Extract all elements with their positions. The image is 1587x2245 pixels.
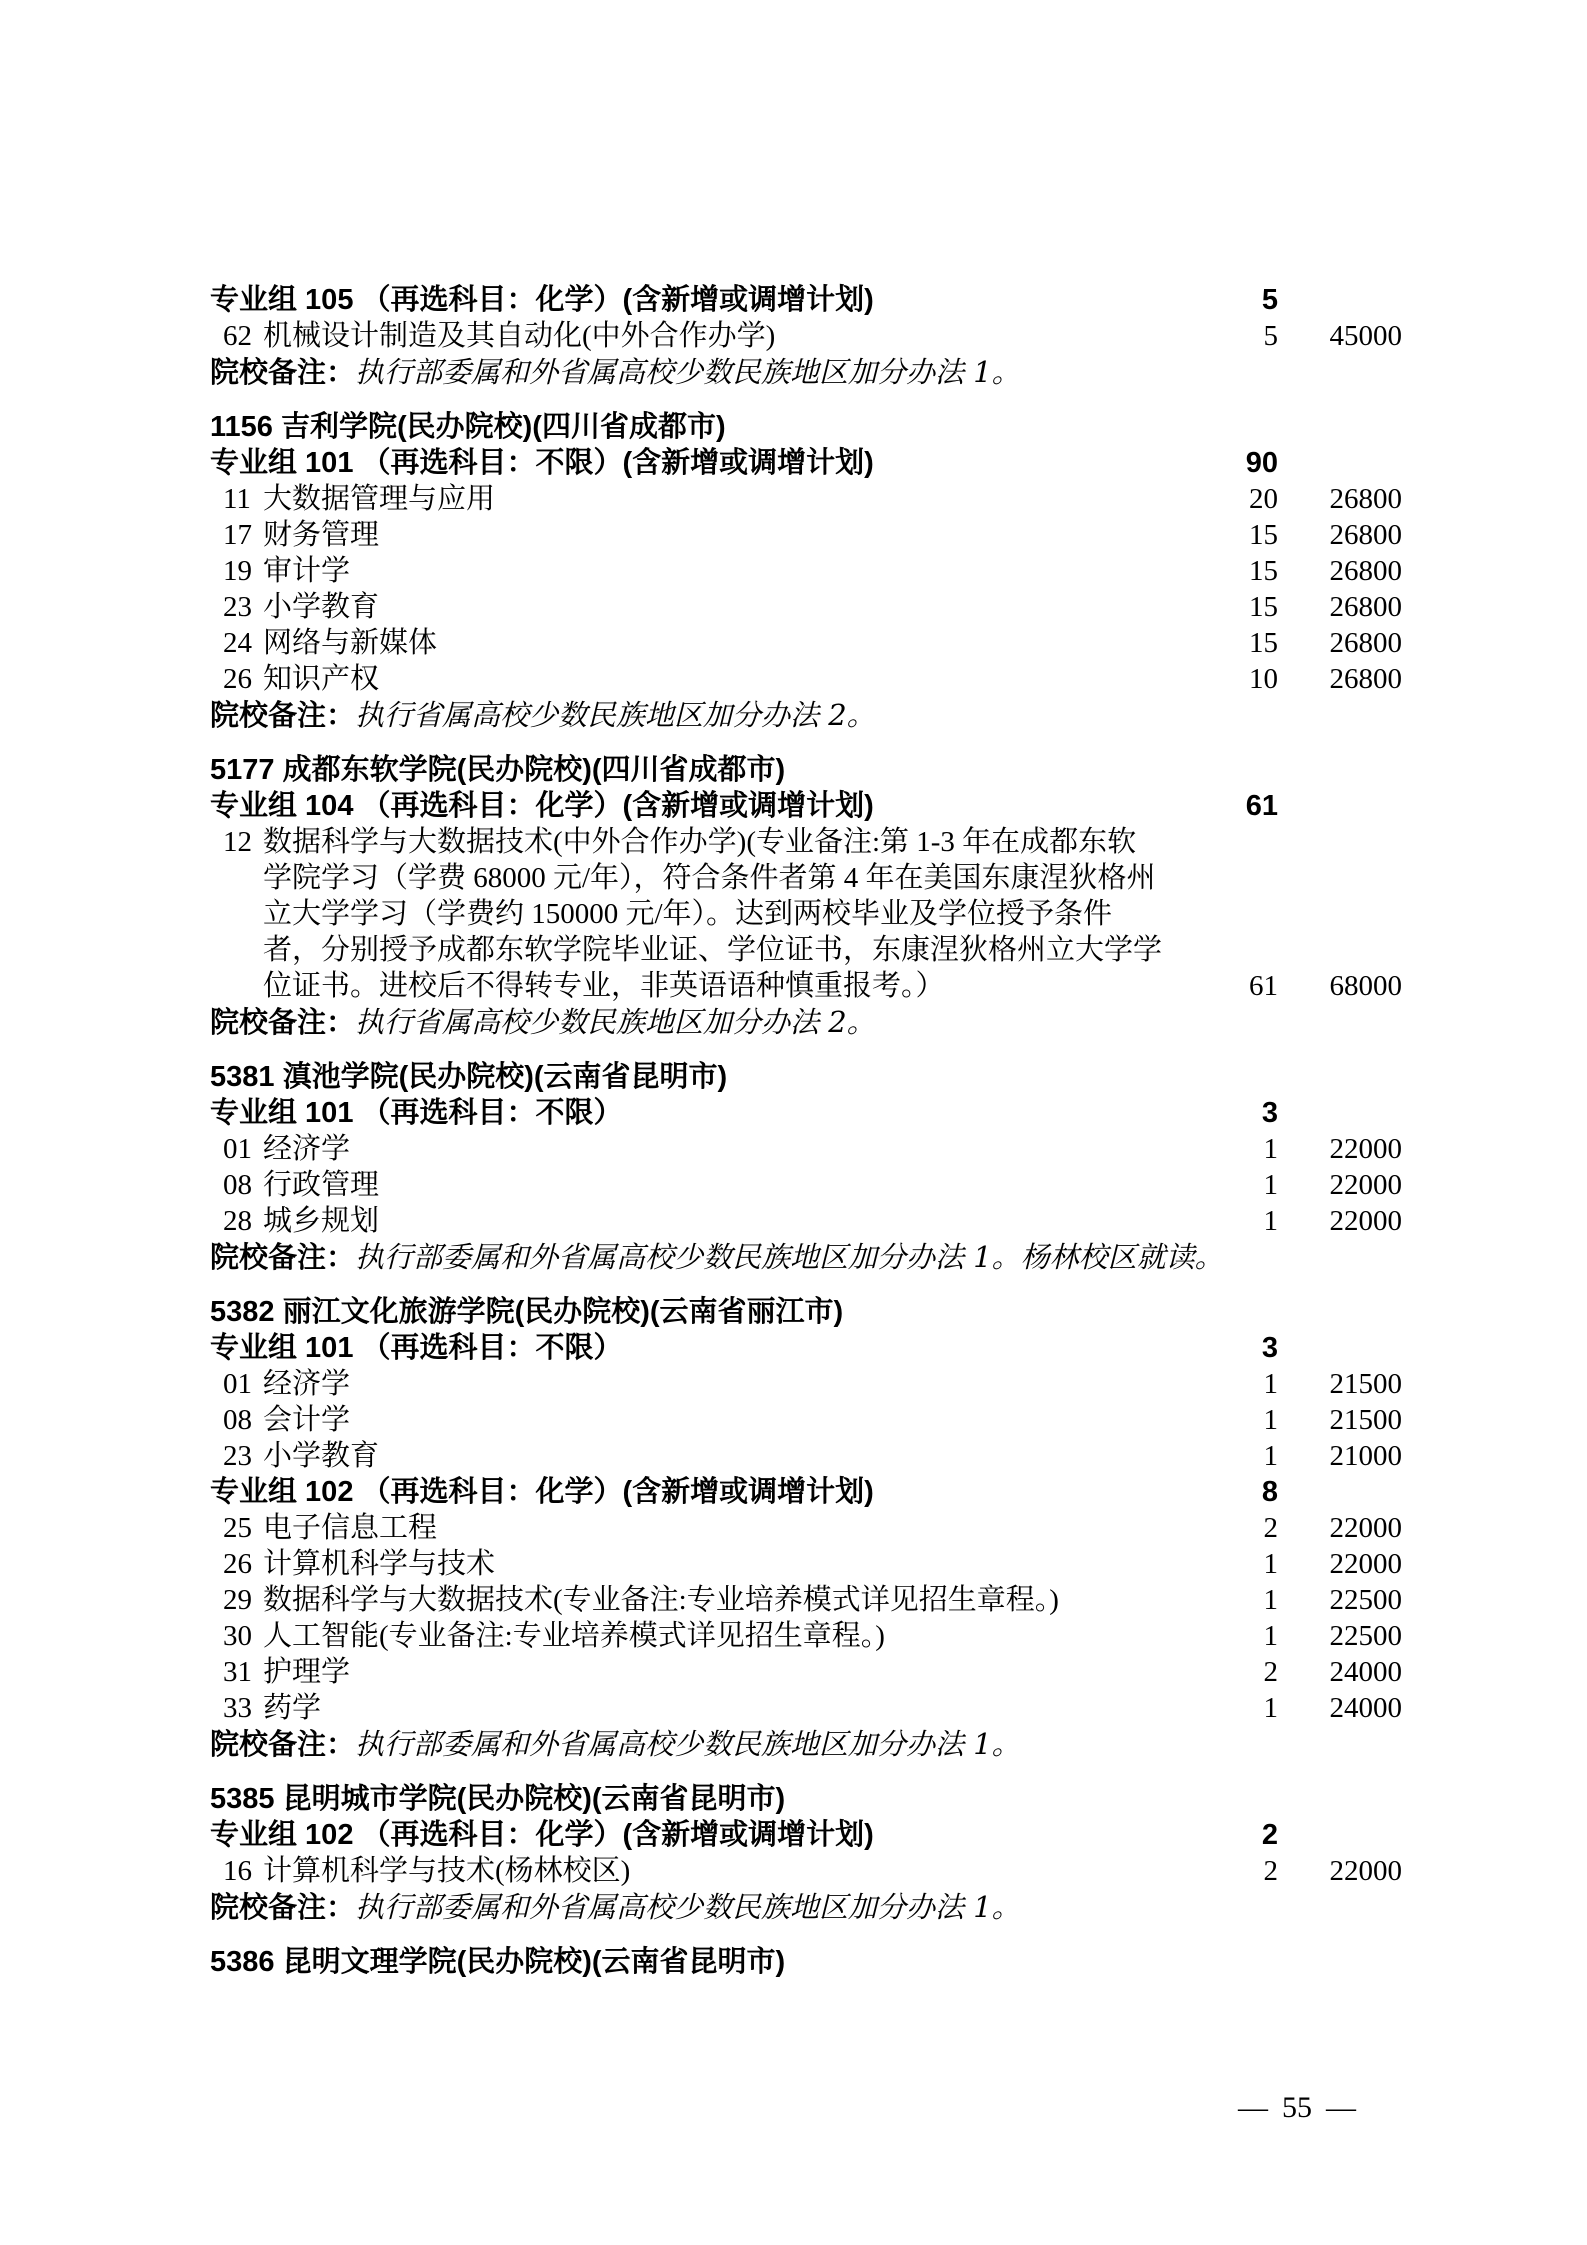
page-number: 55: [1282, 2091, 1312, 2124]
major-plan-count: 1: [1263, 1368, 1278, 1400]
major-plan-count: 20: [1249, 483, 1278, 515]
major-number: 31: [223, 1656, 252, 1688]
major-number: 11: [223, 483, 251, 515]
major-plan-count: 1: [1263, 1169, 1278, 1201]
major-text: [210, 1131, 1208, 1167]
major-tuition: 45000: [1329, 320, 1402, 352]
major-name: 城乡规划: [263, 1205, 380, 1237]
major-text: [210, 661, 1208, 697]
major-plan-count: 5: [1263, 320, 1278, 352]
major-plan-count: 1: [1263, 1205, 1278, 1237]
major-tuition: 21000: [1329, 1440, 1402, 1472]
major-row: [210, 625, 1402, 661]
major-name: 小学教育: [263, 1440, 380, 1472]
school-remark-row: [210, 1726, 1402, 1763]
major-row: [210, 1510, 1402, 1546]
major-number: 62: [223, 320, 252, 352]
footer-dash-right: —: [1326, 2091, 1356, 2124]
major-text: [210, 1402, 1208, 1438]
major-name: 电子信息工程: [263, 1512, 438, 1544]
major-name: 计算机科学与技术(杨林校区): [263, 1855, 631, 1887]
major-tuition: 24000: [1329, 1656, 1402, 1688]
major-tuition: 24000: [1329, 1692, 1402, 1724]
major-row: [210, 481, 1402, 517]
major-name-continued: 位证书。进校后不得转专业，非英语语种慎重报考。）: [263, 970, 945, 1002]
major-text: [210, 589, 1208, 625]
major-plan-count: 1: [1263, 1584, 1278, 1616]
remark-text: 执行部委属和外省属高校少数民族地区加分办法 1。: [355, 1727, 1021, 1761]
major-plan-count: 15: [1249, 555, 1278, 587]
remark-label: 院校备注：: [210, 1892, 356, 1924]
group-plan-count: 2: [1261, 1819, 1278, 1851]
remark-label: 院校备注：: [210, 1242, 356, 1274]
school-section: [210, 1781, 1402, 1926]
major-name: 人工智能(专业备注:专业培养模式详见招生章程。): [263, 1620, 885, 1652]
major-tuition: 22000: [1329, 1133, 1402, 1165]
school-remark-row: [210, 354, 1402, 391]
major-name: 行政管理: [263, 1169, 380, 1201]
major-row: [210, 1366, 1402, 1402]
major-tuition: 22000: [1329, 1169, 1402, 1201]
major-number: 24: [223, 627, 252, 659]
major-number: 30: [223, 1620, 252, 1652]
remark-text: 执行部委属和外省属高校少数民族地区加分办法 1。: [355, 1890, 1021, 1924]
group-heading: 专业组 104 （再选科目：化学）(含新增或调增计划): [210, 790, 874, 822]
major-tuition: 68000: [1329, 970, 1402, 1002]
major-text: [210, 1167, 1208, 1203]
major-plan-count: 10: [1249, 663, 1278, 695]
major-plan-count: 1: [1263, 1548, 1278, 1580]
major-row: [210, 1438, 1402, 1474]
major-name: 网络与新媒体: [263, 627, 438, 659]
group-plan-count: 5: [1261, 284, 1278, 316]
school-heading: 5385 昆明城市学院(民办院校)(云南省昆明市): [210, 1783, 786, 1815]
remark-text: 执行部委属和外省属高校少数民族地区加分办法 1。杨林校区就读。: [355, 1240, 1224, 1274]
group-plan-count: 3: [1261, 1332, 1278, 1364]
major-text: [210, 553, 1208, 589]
major-row: [210, 1853, 1402, 1889]
major-plan-count: 1: [1263, 1404, 1278, 1436]
major-number: 01: [223, 1368, 252, 1400]
major-name-continued: 立大学学习（学费约 150000 元/年）。达到两校毕业及学位授予条件: [263, 898, 1113, 930]
major-number: 26: [223, 1548, 252, 1580]
group-heading: 专业组 101 （再选科目：不限）: [210, 1332, 623, 1364]
major-plan-count: 1: [1263, 1133, 1278, 1165]
major-text: [210, 318, 1208, 354]
major-text: [210, 1654, 1208, 1690]
remark-label: 院校备注：: [210, 1007, 356, 1039]
group-plan-count: 90: [1245, 447, 1278, 479]
group-heading: 专业组 101 （再选科目：不限）: [210, 1097, 623, 1129]
major-plan-count: 1: [1263, 1440, 1278, 1472]
major-plan-count: 2: [1263, 1855, 1278, 1887]
major-row: [210, 1167, 1402, 1203]
major-number: 17: [223, 519, 252, 551]
remark-text: 执行省属高校少数民族地区加分办法 2。: [355, 1005, 876, 1039]
major-tuition: 21500: [1329, 1404, 1402, 1436]
group-heading: 专业组 105 （再选科目：化学）(含新增或调增计划): [210, 284, 874, 316]
major-name: 药学: [263, 1692, 322, 1724]
group-heading-row: [210, 1817, 1402, 1853]
major-number: 23: [223, 1440, 252, 1472]
major-tuition: 22000: [1329, 1855, 1402, 1887]
major-number: 29: [223, 1584, 252, 1616]
major-tuition: 22000: [1329, 1205, 1402, 1237]
major-number: 25: [223, 1512, 252, 1544]
school-remark-row: [210, 697, 1402, 734]
major-tuition: 26800: [1329, 483, 1402, 515]
group-heading-row: [210, 1474, 1402, 1510]
group-heading-row: [210, 1095, 1402, 1131]
major-name: 知识产权: [263, 663, 380, 695]
major-text: [210, 1366, 1208, 1402]
major-text: [210, 824, 1208, 1004]
major-row: [210, 589, 1402, 625]
major-row: [210, 318, 1402, 354]
major-number: 19: [223, 555, 252, 587]
major-name-continued: 者，分别授予成都东软学院毕业证、学位证书，东康涅狄格州立大学学: [263, 934, 1163, 966]
major-row: [210, 1546, 1402, 1582]
school-heading-row: [210, 752, 1402, 788]
school-heading-row: [210, 1781, 1402, 1817]
major-row: [210, 553, 1402, 589]
major-plan-count: 15: [1249, 627, 1278, 659]
major-text: [210, 1546, 1208, 1582]
footer-dash-left: —: [1238, 2091, 1268, 2124]
major-number: 08: [223, 1404, 252, 1436]
remark-text: 执行省属高校少数民族地区加分办法 2。: [355, 698, 876, 732]
school-heading: 5386 昆明文理学院(民办院校)(云南省昆明市): [210, 1946, 786, 1978]
group-heading: 专业组 101 （再选科目：不限）(含新增或调增计划): [210, 447, 874, 479]
major-name: 会计学: [263, 1404, 351, 1436]
major-name: 护理学: [263, 1656, 351, 1688]
major-number: 16: [223, 1855, 252, 1887]
major-plan-count: 1: [1263, 1620, 1278, 1652]
major-tuition: 26800: [1329, 591, 1402, 623]
group-heading: 专业组 102 （再选科目：化学）(含新增或调增计划): [210, 1819, 874, 1851]
major-row: [210, 1690, 1402, 1726]
major-text: [210, 1690, 1208, 1726]
school-heading-row: [210, 409, 1402, 445]
major-tuition: 21500: [1329, 1368, 1402, 1400]
school-remark-row: [210, 1889, 1402, 1926]
major-row: [210, 1402, 1402, 1438]
group-heading-row: [210, 282, 1402, 318]
major-tuition: 26800: [1329, 519, 1402, 551]
major-row: [210, 1203, 1402, 1239]
group-heading: 专业组 102 （再选科目：化学）(含新增或调增计划): [210, 1476, 874, 1508]
major-row: [210, 1582, 1402, 1618]
major-plan-count: 15: [1249, 519, 1278, 551]
major-number: 12: [223, 826, 252, 858]
major-row: [210, 517, 1402, 553]
major-row: [210, 1618, 1402, 1654]
school-heading: 5382 丽江文化旅游学院(民办院校)(云南省丽江市): [210, 1296, 844, 1328]
major-plan-count: 15: [1249, 591, 1278, 623]
school-section: [210, 282, 1402, 391]
major-name-continued: 学院学习（学费 68000 元/年），符合条件者第 4 年在美国东康涅狄格州: [263, 862, 1156, 894]
major-name: 数据科学与大数据技术(中外合作办学)(专业备注:第 1-3 年在成都东软: [263, 826, 1137, 858]
major-name: 经济学: [263, 1133, 351, 1165]
major-tuition: 22500: [1329, 1584, 1402, 1616]
page-footer: [1238, 2090, 1356, 2126]
major-name: 大数据管理与应用: [263, 483, 496, 515]
major-tuition: 26800: [1329, 555, 1402, 587]
group-heading-row: [210, 445, 1402, 481]
school-section: [210, 752, 1402, 1041]
school-heading-row: [210, 1944, 1402, 1980]
major-text: [210, 1438, 1208, 1474]
major-text: [210, 1853, 1208, 1889]
major-name: 机械设计制造及其自动化(中外合作办学): [263, 320, 776, 352]
major-number: 28: [223, 1205, 252, 1237]
major-tuition: 22500: [1329, 1620, 1402, 1652]
major-row: [210, 661, 1402, 697]
school-heading-row: [210, 1294, 1402, 1330]
major-number: 01: [223, 1133, 252, 1165]
major-row: [210, 824, 1402, 1004]
school-section: [210, 1294, 1402, 1763]
school-remark-row: [210, 1239, 1402, 1276]
major-name: 数据科学与大数据技术(专业备注:专业培养模式详见招生章程。): [263, 1584, 1059, 1616]
major-text: [210, 1582, 1208, 1618]
school-heading: 5177 成都东软学院(民办院校)(四川省成都市): [210, 754, 786, 786]
admission-plan-list: [210, 282, 1402, 1980]
major-name: 审计学: [263, 555, 351, 587]
school-heading: 1156 吉利学院(民办院校)(四川省成都市): [210, 411, 726, 443]
school-section: [210, 409, 1402, 734]
major-name: 计算机科学与技术: [263, 1548, 496, 1580]
major-text: [210, 625, 1208, 661]
group-heading-row: [210, 788, 1402, 824]
major-text: [210, 517, 1208, 553]
major-plan-count: 1: [1263, 1692, 1278, 1724]
major-plan-count: 2: [1263, 1512, 1278, 1544]
major-tuition: 26800: [1329, 663, 1402, 695]
school-heading-row: [210, 1059, 1402, 1095]
school-heading: 5381 滇池学院(民办院校)(云南省昆明市): [210, 1061, 728, 1093]
major-text: [210, 1510, 1208, 1546]
major-row: [210, 1131, 1402, 1167]
major-text: [210, 481, 1208, 517]
group-heading-row: [210, 1330, 1402, 1366]
major-name: 财务管理: [263, 519, 380, 551]
remark-text: 执行部委属和外省属高校少数民族地区加分办法 1。: [355, 355, 1021, 389]
major-tuition: 26800: [1329, 627, 1402, 659]
major-tuition: 22000: [1329, 1548, 1402, 1580]
group-plan-count: 8: [1261, 1476, 1278, 1508]
remark-label: 院校备注：: [210, 700, 356, 732]
major-number: 26: [223, 663, 252, 695]
remark-label: 院校备注：: [210, 1729, 356, 1761]
major-name: 小学教育: [263, 591, 380, 623]
major-plan-count: 61: [1249, 970, 1278, 1002]
major-number: 23: [223, 591, 252, 623]
major-name: 经济学: [263, 1368, 351, 1400]
major-number: 33: [223, 1692, 252, 1724]
group-plan-count: 3: [1261, 1097, 1278, 1129]
major-number: 08: [223, 1169, 252, 1201]
school-section: [210, 1944, 1402, 1980]
school-section: [210, 1059, 1402, 1276]
major-tuition: 22000: [1329, 1512, 1402, 1544]
major-text: [210, 1618, 1208, 1654]
major-plan-count: 2: [1263, 1656, 1278, 1688]
remark-label: 院校备注：: [210, 357, 356, 389]
school-remark-row: [210, 1004, 1402, 1041]
group-plan-count: 61: [1245, 790, 1278, 822]
major-row: [210, 1654, 1402, 1690]
major-text: [210, 1203, 1208, 1239]
